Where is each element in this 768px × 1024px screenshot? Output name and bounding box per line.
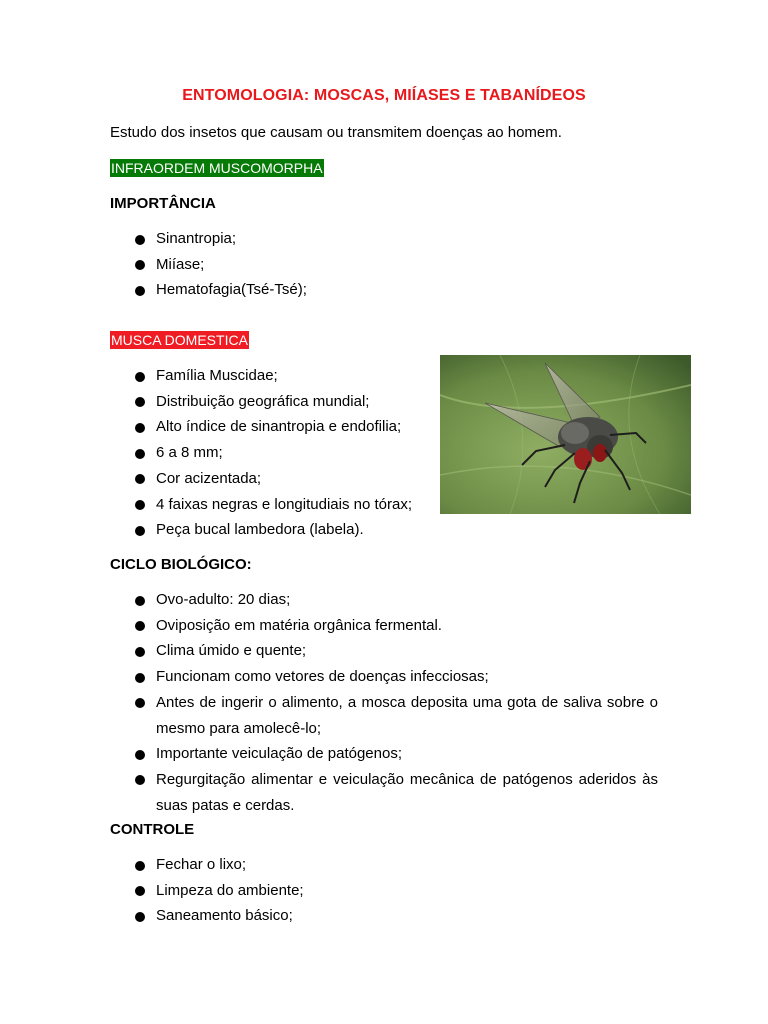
- bullet-icon: [135, 861, 145, 871]
- list-item: Clima úmido e quente;: [0, 638, 658, 664]
- bullet-icon: [135, 750, 145, 760]
- musca-domestica-heading: MUSCA DOMESTICA: [111, 332, 248, 348]
- bullet-icon: [135, 886, 145, 896]
- bullet-icon: [135, 526, 145, 536]
- importancia-heading: IMPORTÂNCIA: [110, 195, 216, 212]
- list-item: Funcionam como vetores de doenças infecciosas;: [0, 664, 658, 690]
- bullet-icon: [135, 449, 145, 459]
- ciclo-biologico-heading: CICLO BIOLÓGICO:: [110, 556, 252, 573]
- bullet-icon: [135, 474, 145, 484]
- list-item: 6 a 8 mm;: [0, 440, 412, 466]
- bullet-icon: [135, 372, 145, 382]
- list-item: Fechar o lixo;: [0, 852, 304, 878]
- importancia-list: [0, 226, 307, 303]
- musca-domestica-list: [0, 363, 412, 543]
- list-item: Regurgitação alimentar e veiculação mecânica de patógenos aderidos às suas patas e cerdas.: [0, 767, 658, 818]
- bullet-icon: [135, 621, 145, 631]
- document-title: ENTOMOLOGIA: MOSCAS, MIÍASES E TABANÍDEOS: [182, 87, 586, 104]
- list-item: Miíase;: [0, 252, 307, 278]
- controle-list: [0, 852, 304, 929]
- bullet-icon: [135, 673, 145, 683]
- bullet-icon: [135, 397, 145, 407]
- list-item: 4 faixas negras e longitudiais no tórax;: [0, 492, 412, 518]
- intro-paragraph: Estudo dos insetos que causam ou transmitem doenças ao homem.: [110, 124, 562, 141]
- list-item: Hematofagia(Tsé-Tsé);: [0, 277, 307, 303]
- list-item: Antes de ingerir o alimento, a mosca deposita uma gota de saliva sobre o mesmo para amolecê-lo;: [0, 690, 658, 741]
- housefly-photo: [440, 355, 691, 514]
- list-item: Oviposição em matéria orgânica fermental.: [0, 613, 658, 639]
- list-item: Família Muscidae;: [0, 363, 412, 389]
- bullet-icon: [135, 235, 145, 245]
- ciclo-biologico-list: [0, 587, 658, 818]
- bullet-icon: [135, 423, 145, 433]
- bullet-icon: [135, 596, 145, 606]
- bullet-icon: [135, 500, 145, 510]
- bullet-icon: [135, 775, 145, 785]
- list-item: Peça bucal lambedora (labela).: [0, 517, 412, 543]
- list-item: Importante veiculação de patógenos;: [0, 741, 658, 767]
- list-item: Distribuição geográfica mundial;: [0, 389, 412, 415]
- list-item: Saneamento básico;: [0, 903, 304, 929]
- bullet-icon: [135, 260, 145, 270]
- list-item: Ovo-adulto: 20 dias;: [0, 587, 658, 613]
- controle-heading: CONTROLE: [110, 821, 195, 838]
- bullet-icon: [135, 698, 145, 708]
- section-infraordem-heading: INFRAORDEM MUSCOMORPHA: [111, 160, 323, 176]
- list-item: Sinantropia;: [0, 226, 307, 252]
- bullet-icon: [135, 286, 145, 296]
- list-item: Cor acizentada;: [0, 466, 412, 492]
- bullet-icon: [135, 647, 145, 657]
- list-item: Limpeza do ambiente;: [0, 878, 304, 904]
- list-item: Alto índice de sinantropia e endofilia;: [0, 414, 412, 440]
- bullet-icon: [135, 912, 145, 922]
